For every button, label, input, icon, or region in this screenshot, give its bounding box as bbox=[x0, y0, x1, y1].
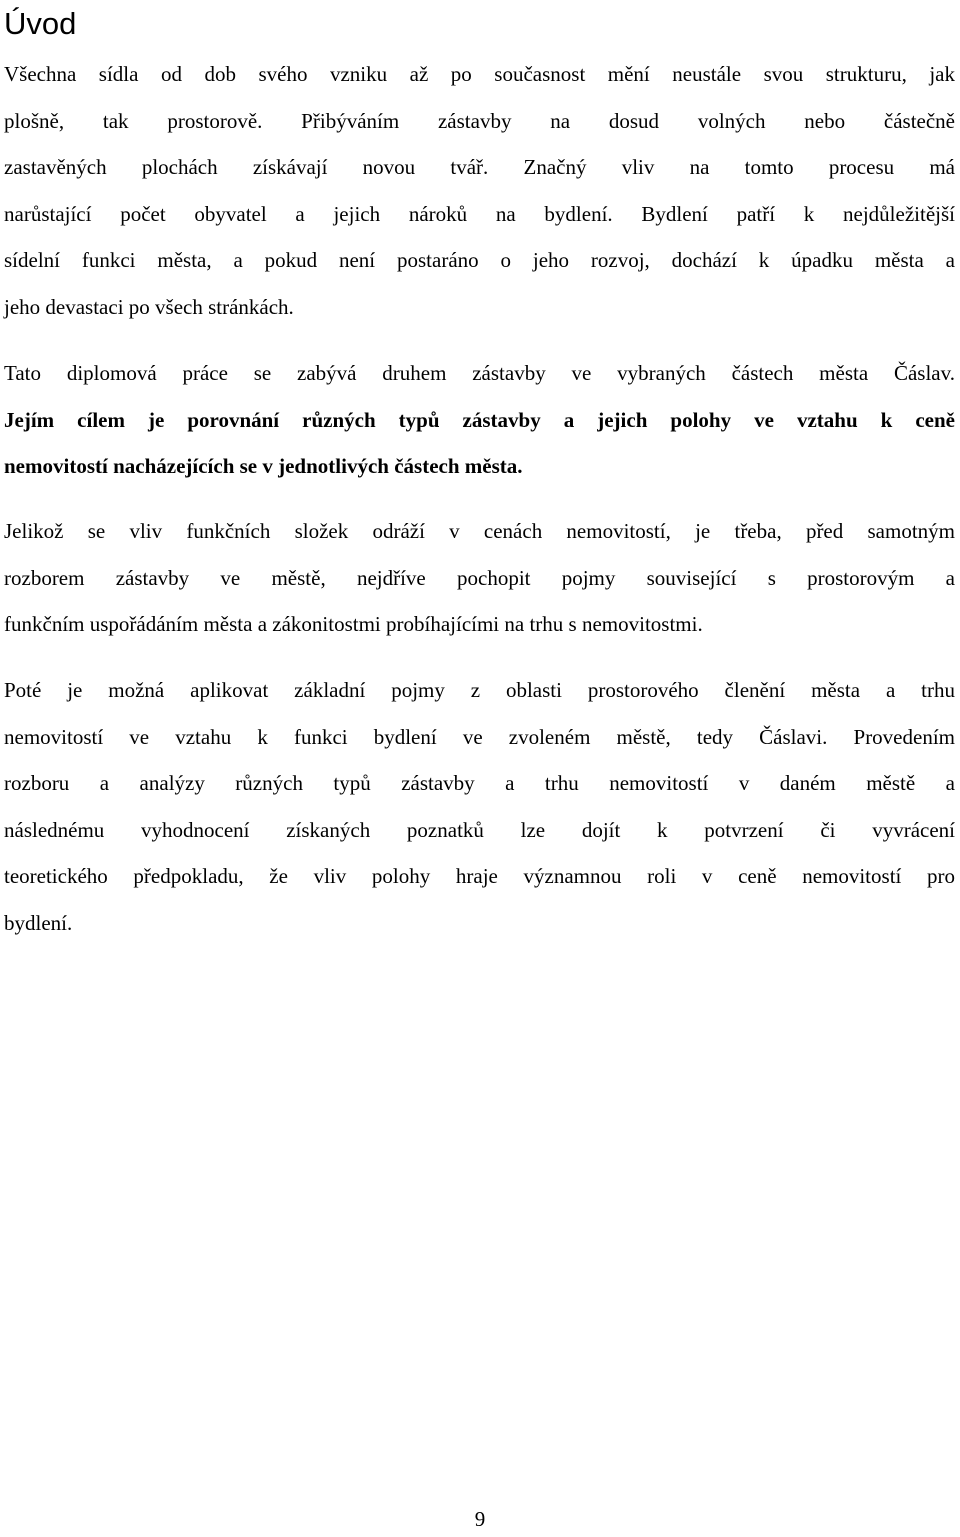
text-line: bydlení. bbox=[4, 910, 73, 935]
text-line: jeho devastaci po všech stránkách. bbox=[4, 294, 294, 319]
text-line: narůstající počet obyvatel a jejich nároků na bydlení. Bydlení patří k nejdůležitější bbox=[4, 201, 955, 226]
paragraph-method bbox=[4, 508, 955, 648]
text-line: Všechna sídla od dob svého vzniku až po současnost mění neustále svou strukturu, jak bbox=[4, 62, 955, 86]
chapter-heading: Úvod bbox=[4, 6, 77, 41]
text-line: plošně, tak prostorově. Přibýváním zástavby na dosud volných nebo částečně bbox=[4, 108, 955, 133]
text-line: funkčním uspořádáním města a zákonitostmi probíhajícími na trhu s nemovitostmi. bbox=[4, 612, 703, 636]
text-line: rozboru a analýzy různých typů zástavby a trhu nemovitostí v daném městě a bbox=[4, 771, 955, 795]
text-line: následnému vyhodnocení získaných poznatků lze dojít k potvrzení či vyvrácení bbox=[4, 817, 955, 842]
text-line: sídelní funkci města, a pokud není postaráno o jeho rozvoj, dochází k úpadku města a bbox=[4, 248, 955, 272]
text-line: teoretického předpokladu, že vliv polohy hraje významnou roli v ceně nemovitostí pro bbox=[4, 864, 955, 888]
text-line: Tato diplomová práce se zabývá druhem zástavby ve vybraných částech města Čáslav. bbox=[4, 361, 955, 385]
paragraph-intro bbox=[4, 51, 955, 330]
page-number: 9 bbox=[474, 1507, 486, 1531]
text-line-bold: nemovitostí nacházejících se v jednotlivých částech města. bbox=[4, 454, 523, 478]
text-line: rozborem zástavby ve městě, nejdříve pochopit pojmy související s prostorovým a bbox=[4, 565, 955, 590]
text-line: zastavěných plochách získávají novou tvář. Značný vliv na tomto procesu má bbox=[4, 155, 955, 179]
text-line: Poté je možná aplikovat základní pojmy z oblasti prostorového členění města a trhu bbox=[4, 678, 955, 702]
paragraph-application bbox=[4, 667, 955, 946]
text-line-bold: Jejím cílem je porovnání různých typů zástavby a jejich polohy ve vztahu k ceně bbox=[4, 407, 955, 432]
text-line: nemovitostí ve vztahu k funkci bydlení ve zvoleném městě, tedy Čáslavi. Provedením bbox=[4, 724, 955, 749]
text-line: Jelikož se vliv funkčních složek odráží v cenách nemovitostí, je třeba, před samotným bbox=[4, 519, 955, 543]
paragraph-thesis-goal bbox=[4, 350, 955, 490]
